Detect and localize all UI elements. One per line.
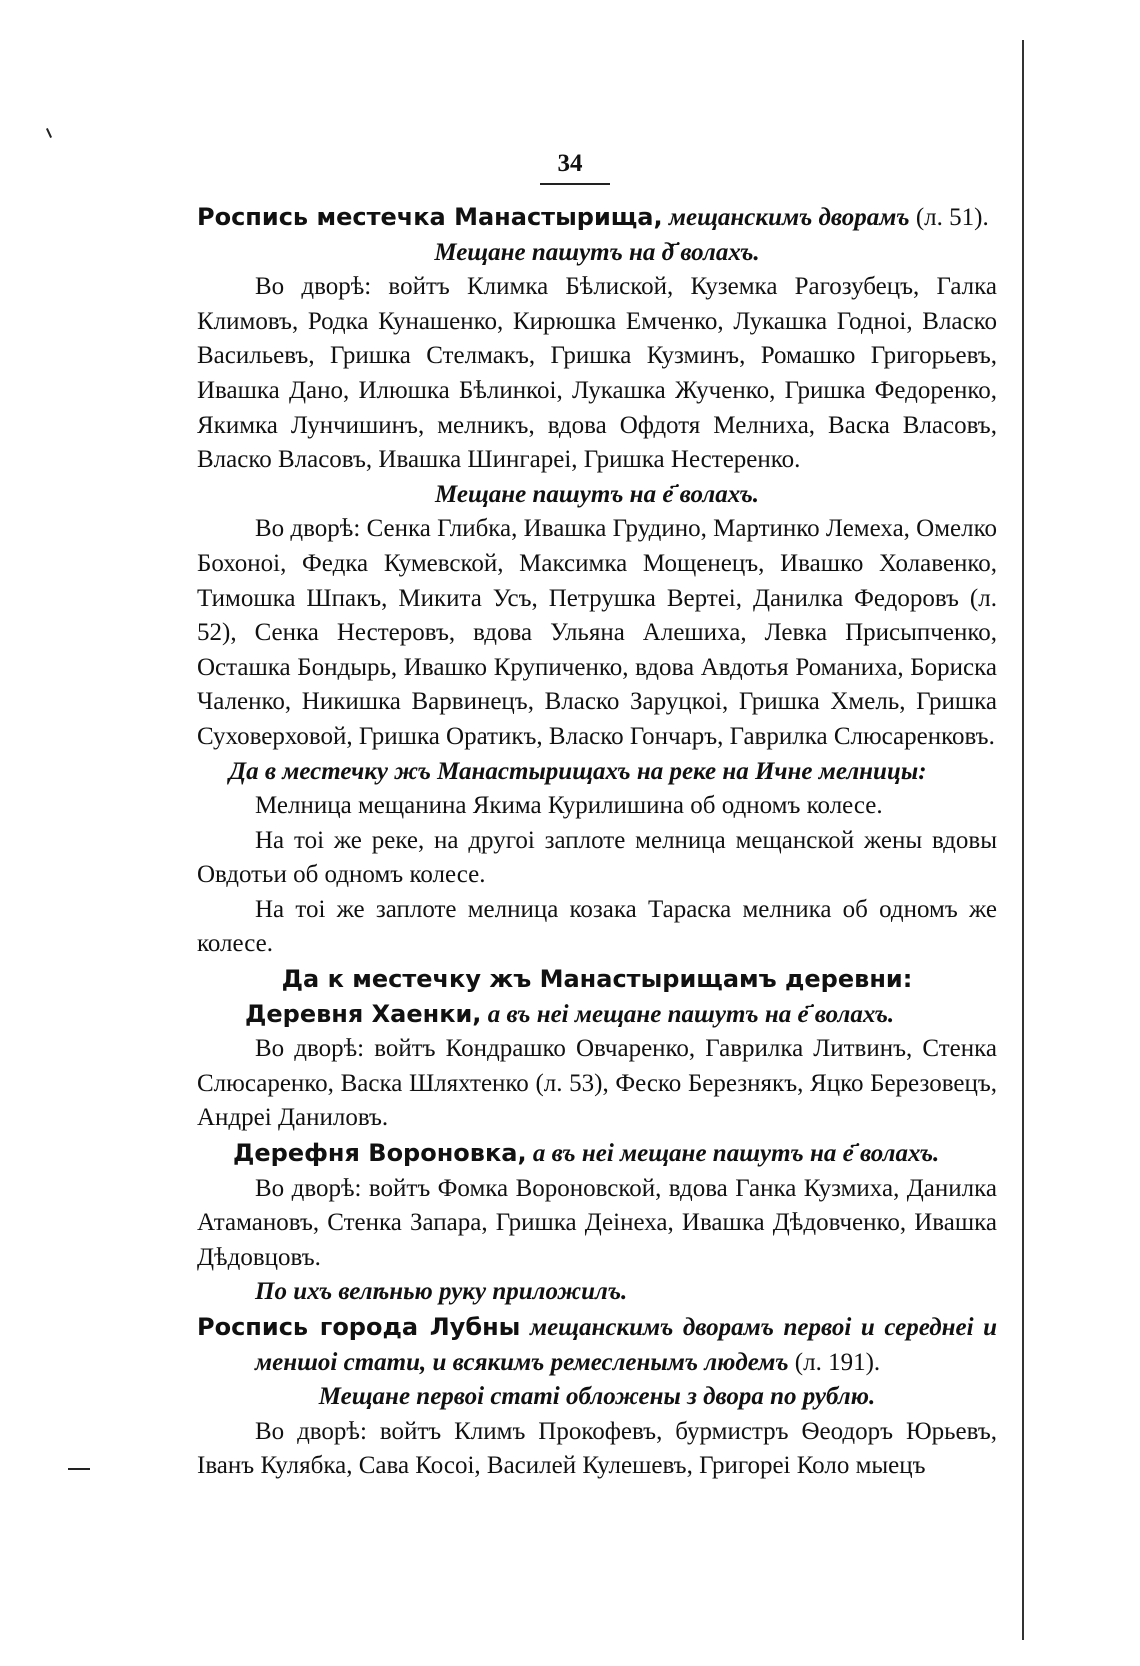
page-number-rule [540, 183, 610, 185]
village-name: Деревня Хаенки, [245, 999, 482, 1028]
heading-italic-part: мещанскимъ дворамъ первоі и середнеі и меншоі стати, и всякимъ ремесленымъ людемъ [255, 1314, 997, 1376]
heading-village-voronovka [197, 1136, 997, 1172]
scan-edge-mark-bottom [68, 1468, 90, 1470]
village-description: а въ неі мещане пашутъ на е҃ волахъ. [487, 1000, 895, 1028]
heading-roster-lubny [197, 1310, 997, 1380]
text-block [197, 200, 997, 1484]
subheading-mills: Да в местечку жъ Манастырищахъ на реке на Ичне мелницы: [229, 757, 927, 785]
paragraph-households-voronovka: Во дворѣ: войтъ Фомка Вороновской, вдова Ганка Кузмиха, Данилка Атамановъ, Стенка Запара, Гришка Деінеха, Ивашка Дѣдовченко, Ивашка Дѣдовцовъ. [197, 1174, 997, 1271]
heading-folio: (л. 191). [794, 1348, 881, 1376]
heading-italic-part: мещанскимъ дворамъ [668, 204, 910, 231]
heading-roster-manastyryshche [197, 200, 997, 236]
paragraph-mill-1: Мелница мещанина Якима Курилишина об одномъ колесе. [255, 792, 883, 820]
page-number: 34 [557, 150, 583, 177]
paragraph-households-1: Во дворѣ: войтъ Климка Бѣлиской, Куземка Рагозубецъ, Галка Климовъ, Родка Кунашенко, Кирюшка Емченко, Лукашка Годноі, Власко Васильевъ, Гришка Стелмакъ, Гришка Кузминъ, Ромашко Григорьевъ, Ивашка Дано, Илюшка Бѣлинкоі, Лукашка Жученко, Гришка Федоренко, Якимка Лунчишинъ, мелникъ, вдова Офдотя Мелниха, Васка Власовъ, Власко Власовъ, Ивашка Шингареі, Гришка Нестеренко. [197, 273, 997, 474]
heading-bold-part: Роспись города Лубны [197, 1313, 521, 1341]
scan-edge-line-right [1022, 40, 1024, 1640]
heading-folio: (л. 51). [915, 204, 989, 231]
village-name: Дерефня Вороновка, [233, 1139, 527, 1168]
paragraph-mill-3: На тоі же заплоте мелница козака Тараска мелника об одномъ же колесе. [197, 895, 997, 958]
subheading-first-rank: Мещане первоі статі обложены з двора по рублю. [318, 1383, 876, 1411]
paragraph-mill-2: На тоі же реке, на другоі заплоте мелница мещанской жены вдовы Овдотьи об одномъ колесе. [197, 826, 997, 889]
paragraph-households-2: Во дворѣ: Сенка Глибка, Ивашка Грудино, Мартинко Лемеха, Омелко Бохоноі, Федка Кумевской, Максимка Мощенецъ, Ивашко Холавенко, Тимошка Шпакъ, Микита Усъ, Петрушка Вертеі, Данилка Федоровъ (л. 52), Сенка Нестеровъ, вдова Ульяна Алешиха, Левка Присыпченко, Осташка Бондырь, Ивашко Крупиченко, вдова Авдотья Романиха, Бориска Чаленко, Никишка Варвинецъ, Власко Заруцкоі, Гришка Хмель, Гришка Суховерховой, Гришка Оратикъ, Власко Гончаръ, Гаврилка Слюсаренковъ. [197, 515, 997, 750]
paragraph-households-khaenki: Во дворѣ: войтъ Кондрашко Овчаренко, Гаврилка Литвинъ, Стенка Слюсаренко, Васка Шляхтенко (л. 53), Феско Березнякъ, Яцко Березовецъ, Андреі Даниловъ. [197, 1035, 997, 1132]
subheading-5-oxen: Мещане пашутъ на е҃ волахъ. [434, 480, 760, 508]
paragraph-households-lubny: Во дворѣ: войтъ Климъ Прокофевъ, бурмистръ Ѳеодоръ Юрьевъ, Іванъ Кулябка, Сава Косоі, Василей Кулешевъ, Григореі Коло мыецъ [197, 1417, 997, 1480]
subheading-4-oxen: Мещане пашутъ на д҃ волахъ. [434, 238, 760, 266]
heading-villages: Да к местечку жъ Манастырищамъ деревни: [281, 965, 913, 994]
village-description: а въ неі мещане пашутъ на е҃ волахъ. [532, 1140, 940, 1168]
heading-village-khaenki [197, 997, 997, 1033]
heading-bold-part: Роспись местечка Манастырища, [197, 203, 663, 231]
scan-edge-mark-top [46, 128, 52, 138]
signature-line: По ихъ велѣнью руку приложилъ. [255, 1278, 628, 1306]
